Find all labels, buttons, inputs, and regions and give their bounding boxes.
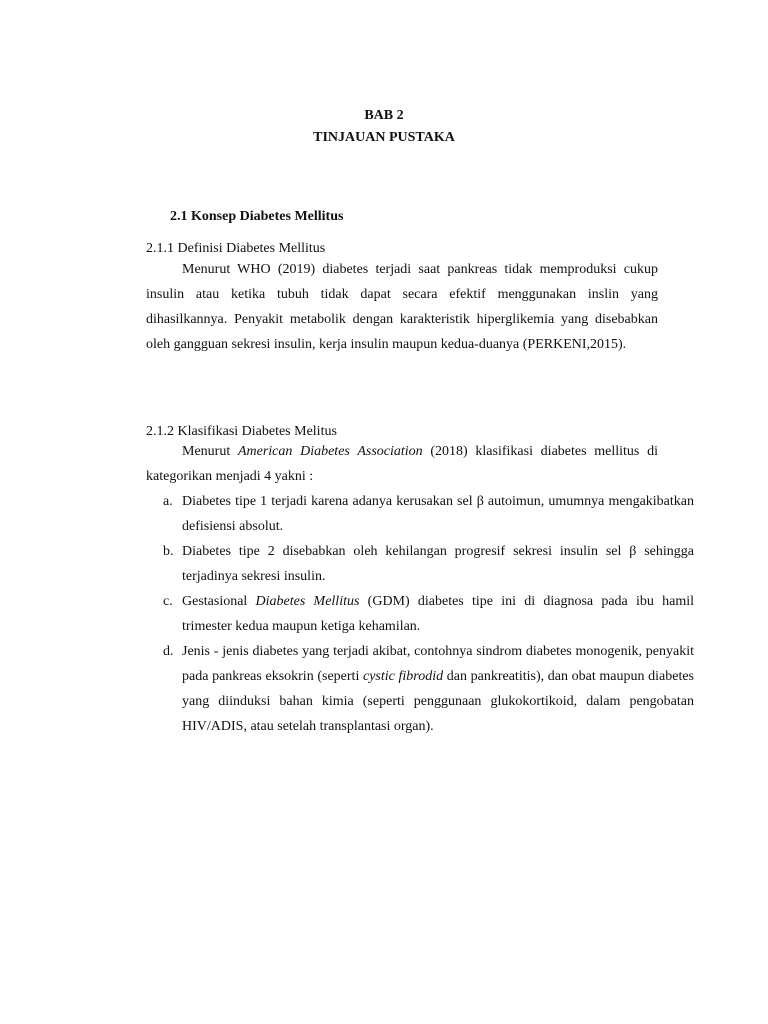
list-item-italic: Diabetes Mellitus xyxy=(255,594,360,609)
list-item xyxy=(163,539,694,589)
subsection-title-definisi: 2.1.1 Definisi Diabetes Mellitus xyxy=(146,241,326,256)
paragraph-definisi: Menurut WHO (2019) diabetes terjadi saat pankreas tidak memproduksi cukup insulin atau ketika tubuh tidak dapat secara efektif menggunakan inslin yang dihasilkannya. Penyakit metabolik dengan karakteristik hiperglikemia yang disebabkan oleh gangguan sekresi insulin, kerja insulin maupun kedua-duanya (PERKENI,2015). xyxy=(146,262,658,352)
list-item-text-end: (GDM) diabetes tipe ini di diagnosa pada ibu hamil trimester kedua maupun ketiga kehamilan. xyxy=(182,594,694,634)
chapter-number: BAB 2 xyxy=(364,108,404,123)
list-item xyxy=(163,489,694,539)
list-item xyxy=(163,639,694,739)
intro-text: Menurut xyxy=(182,444,238,459)
list-item-text: Gestasional xyxy=(182,594,256,609)
list-marker: b. xyxy=(163,544,174,559)
list-item xyxy=(163,589,694,639)
list-item-text: Diabetes tipe 2 disebabkan oleh kehilangan progresif sekresi insulin sel β sehingga terjadinya sekresi insulin. xyxy=(182,544,694,584)
list-marker: c. xyxy=(163,594,173,609)
intro-text-end: (2018) klasifikasi diabetes mellitus di kategorikan menjadi 4 yakni : xyxy=(146,444,658,484)
classification-list xyxy=(146,489,694,739)
section-title: 2.1 Konsep Diabetes Mellitus xyxy=(170,209,344,224)
chapter-title: TINJAUAN PUSTAKA xyxy=(313,130,455,145)
list-item-italic: cystic fibrodid xyxy=(362,669,444,684)
subsection-title-klasifikasi: 2.1.2 Klasifikasi Diabetes Melitus xyxy=(146,424,337,439)
list-item-text: Jenis - jenis diabetes yang terjadi akibat, contohnya sindrom diabetes monogenik, penyakit pada pankreas eksokrin (seperti xyxy=(182,644,694,684)
intro-italic: American Diabetes Association xyxy=(237,444,423,459)
list-item-text: Diabetes tipe 1 terjadi karena adanya kerusakan sel β autoimun, umumnya mengakibatkan defisiensi absolut. xyxy=(182,494,694,534)
list-item-text-end: dan pankreatitis), dan obat maupun diabetes yang diinduksi bahan kimia (seperti penggunaan glukokortikoid, dalam pengobatan HIV/ADIS, atau setelah transplantasi organ). xyxy=(182,669,694,734)
list-marker: a. xyxy=(163,494,173,509)
paragraph-klasifikasi xyxy=(146,439,658,489)
list-marker: d. xyxy=(163,644,174,659)
